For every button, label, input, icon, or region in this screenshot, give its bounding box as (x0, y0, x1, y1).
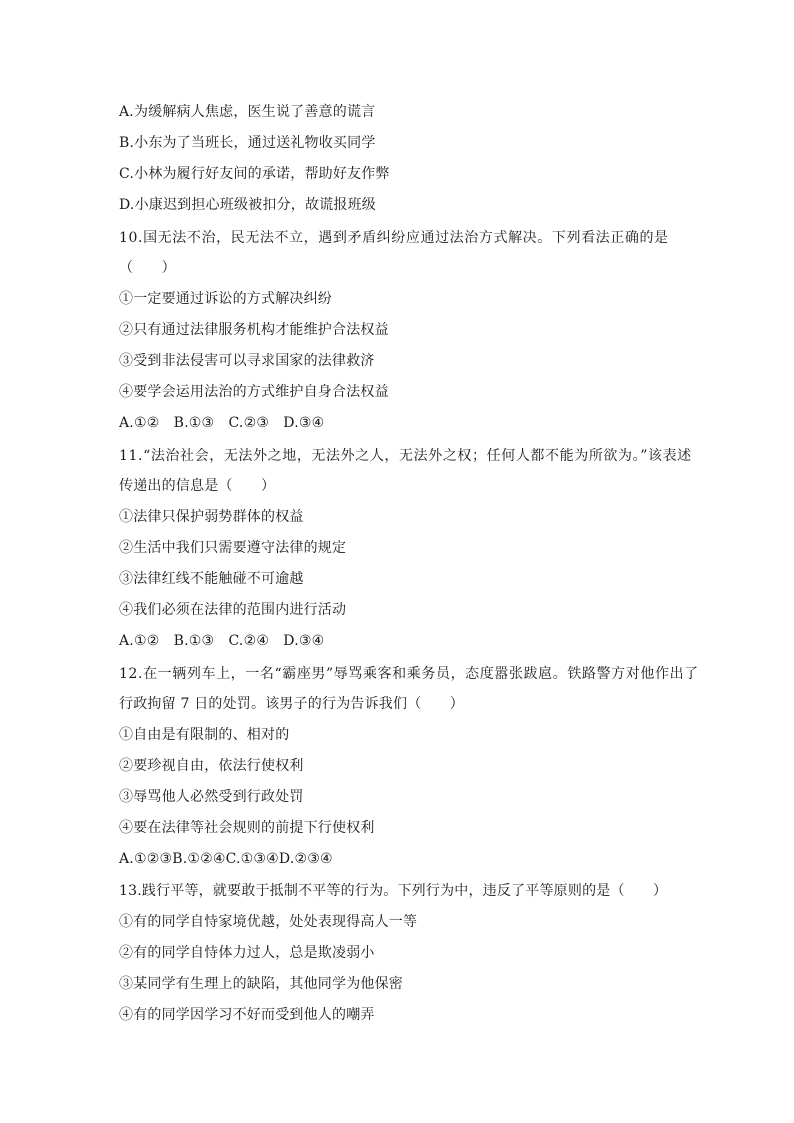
question-11-stem: 11.“法治社会，无法外之地，无法外之人，无法外之权；任何人都不能为所欲为。”该表述 (119, 448, 692, 464)
choices-line: A.①② B.①③ C.②③ D.③④ (119, 415, 325, 431)
statement-line: ③受到非法侵害可以寻求国家的法律救济 (119, 353, 375, 369)
statement-line: ③某同学有生理上的缺陷，其他同学为他保密 (119, 976, 403, 992)
question-13-stem: 13.践行平等，就要敢于抵制不平等的行为。下列行为中，违反了平等原则的是（ ） (119, 883, 668, 899)
statement-line: ②生活中我们只需要遵守法律的规定 (119, 540, 347, 556)
statement-line: ④要学会运用法治的方式维护自身合法权益 (119, 384, 389, 400)
option-line: C.小林为履行好友间的承诺，帮助好友作弊 (119, 166, 390, 182)
option-line: B.小东为了当班长，通过送礼物收买同学 (119, 135, 376, 151)
question-12-stem: 12.在一辆列车上，一名“霸座男”辱骂乘客和乘务员，态度嚣张跋扈。铁路警方对他作出了 (119, 666, 699, 682)
question-11-stem-cont: 传递出的信息是（ ） (119, 478, 276, 494)
statement-line: ④有的同学因学习不好而受到他人的嘲弄 (119, 1007, 375, 1023)
statement-line: ③辱骂他人必然受到行政处罚 (119, 789, 304, 805)
choices-line: A.①② B.①③ C.②④ D.③④ (119, 633, 325, 649)
statement-line: ①法律只保护弱势群体的权益 (119, 509, 304, 525)
statement-line: ②只有通过法律服务机构才能维护合法权益 (119, 322, 389, 338)
statement-line: ②要珍视自由，依法行使权利 (119, 758, 304, 774)
statement-line: ①一定要通过诉讼的方式解决纠纷 (119, 291, 332, 307)
option-line: A.为缓解病人焦虑，医生说了善意的谎言 (119, 104, 376, 120)
statement-line: ①有的同学自恃家境优越，处处表现得高人一等 (119, 914, 418, 930)
question-10-stem: 10.国无法不治，民无法不立，遇到矛盾纠纷应通过法治方式解决。下列看法正确的是 (119, 230, 669, 246)
statement-line: ②有的同学自恃体力过人，总是欺凌弱小 (119, 945, 375, 961)
statement-line: ④要在法律等社会规则的前提下行使权利 (119, 820, 375, 836)
statement-line: ③法律红线不能触碰不可逾越 (119, 571, 304, 587)
statement-line: ④我们必须在法律的范围内进行活动 (119, 602, 347, 618)
choices-line: A.①②③B.①②④C.①③④D.②③④ (119, 851, 333, 867)
option-line: D.小康迟到担心班级被扣分，故谎报班级 (119, 197, 376, 213)
question-12-stem-cont: 行政拘留 7 日的处罚。该男子的行为告诉我们（ ） (119, 696, 465, 712)
statement-line: ①自由是有限制的、相对的 (119, 727, 290, 743)
question-10-answer-blank: （ ） (119, 260, 176, 276)
